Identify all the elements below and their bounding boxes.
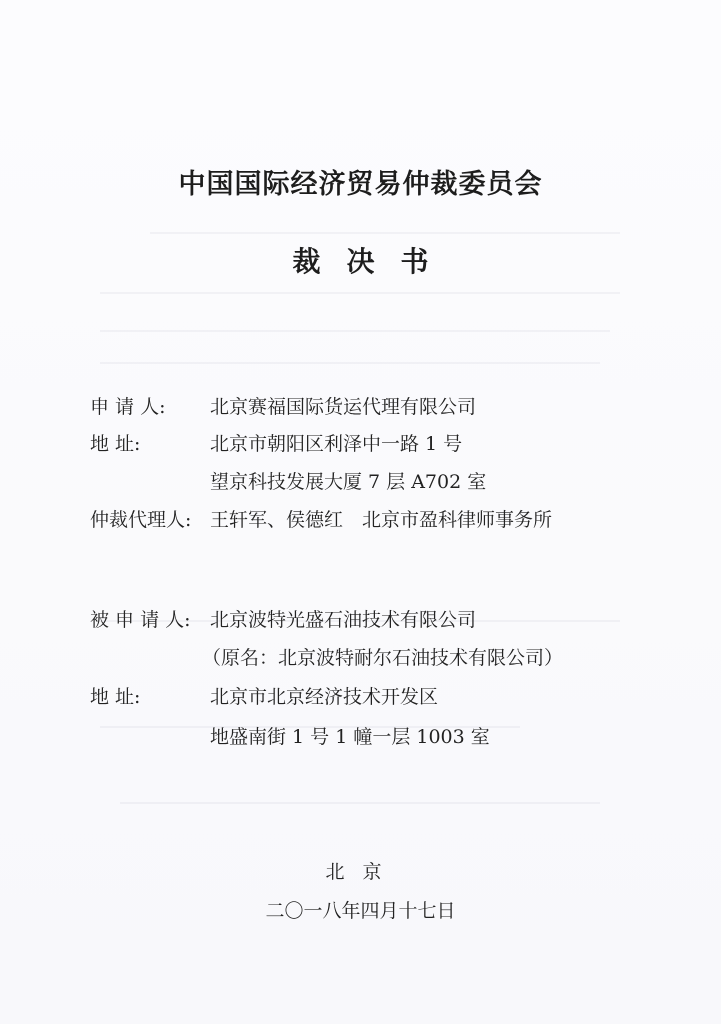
applicant-address-line1: 北京市朝阳区利泽中一路 1 号	[210, 433, 463, 455]
respondent-label: 被 申 请 人:	[90, 609, 191, 631]
applicant-address-label: 地 址:	[90, 433, 141, 455]
bleed-through-mark	[100, 292, 620, 294]
award-date: 二〇一八年四月十七日	[265, 900, 456, 922]
applicant-label: 申 请 人:	[90, 396, 166, 418]
agent-names: 王轩军、侯德红 北京市盈科律师事务所	[210, 509, 553, 531]
respondent-address-label: 地 址:	[90, 686, 141, 708]
applicant-name: 北京赛福国际货运代理有限公司	[210, 396, 477, 418]
agent-label: 仲裁代理人:	[90, 509, 192, 531]
document-subtitle: 裁决书	[292, 245, 455, 278]
respondent-address-line1: 北京市北京经济技术开发区	[210, 686, 439, 708]
document-title: 中国国际经济贸易仲裁委员会	[178, 169, 543, 200]
respondent-former-name: （原名：北京波特耐尔石油技术有限公司）	[202, 647, 564, 669]
place-of-award: 北京	[325, 861, 400, 883]
bleed-through-mark	[120, 802, 600, 804]
applicant-address-line2: 望京科技发展大厦 7 层 A702 室	[210, 471, 487, 493]
bleed-through-mark	[100, 330, 610, 332]
bleed-through-mark	[100, 362, 600, 364]
bleed-through-mark	[150, 232, 620, 234]
respondent-address-line2: 地盛南街 1 号 1 幢一层 1003 室	[210, 726, 490, 748]
respondent-name: 北京波特光盛石油技术有限公司	[210, 609, 477, 631]
